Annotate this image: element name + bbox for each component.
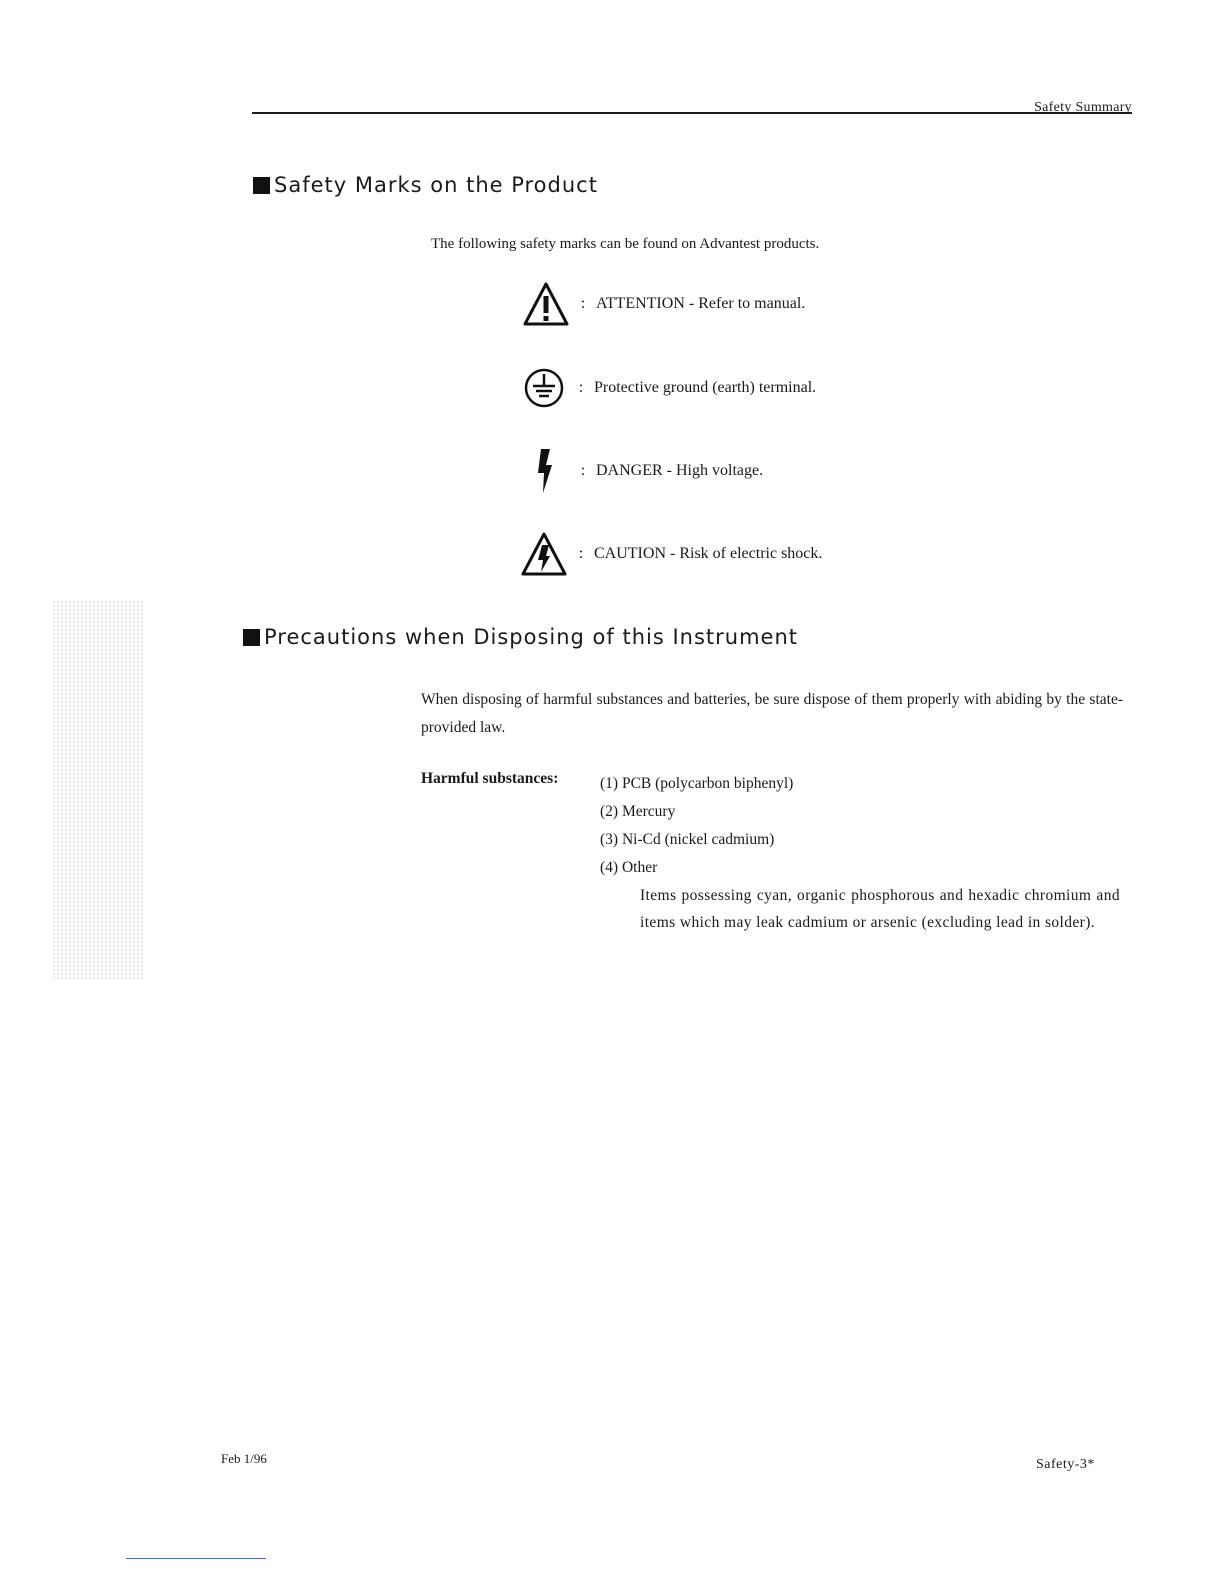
list-item: (4) Other <box>600 859 658 876</box>
footer-date: Feb 1/96 <box>221 1451 267 1466</box>
separator: : <box>580 462 586 479</box>
list-item: (3) Ni-Cd (nickel cadmium) <box>600 831 775 848</box>
running-head: Safety Summary <box>1034 100 1132 115</box>
mark-row-attention <box>522 280 805 328</box>
mark-row-ground <box>520 364 816 412</box>
disposal-paragraph: When disposing of harmful substances and batteries, be sure dispose of them properly with abiding by the state-provided law. <box>421 691 1123 736</box>
mark-text: ATTENTION - Refer to manual. <box>596 295 806 312</box>
list-item: (2) Mercury <box>600 803 676 820</box>
mark-text: DANGER - High voltage. <box>596 462 764 479</box>
bottom-divider <box>126 1558 266 1559</box>
intro-text: The following safety marks can be found on Advantest products. <box>431 236 820 252</box>
separator: : <box>578 379 584 396</box>
mark-row-danger <box>522 447 763 495</box>
harmful-substances-list <box>600 770 793 882</box>
protective-ground-icon <box>520 364 568 412</box>
section-title-disposal <box>243 625 798 649</box>
high-voltage-bolt-icon <box>522 447 570 495</box>
footer-page-number: Safety-3* <box>1036 1457 1095 1472</box>
square-bullet-icon <box>253 177 270 194</box>
separator: : <box>580 295 586 312</box>
square-bullet-icon <box>243 629 260 646</box>
mark-text: Protective ground (earth) terminal. <box>594 379 817 396</box>
mark-row-caution <box>520 530 822 578</box>
section-title-text: Safety Marks on the Product <box>274 173 598 197</box>
header-rule <box>252 112 1132 114</box>
scan-artifact <box>52 600 144 980</box>
list-item: (1) PCB (polycarbon biphenyl) <box>600 775 794 792</box>
harmful-substances-label: Harmful substances: <box>421 770 559 787</box>
section-title-text: Precautions when Disposing of this Instrument <box>264 625 799 649</box>
separator: : <box>578 545 584 562</box>
section-title-safety-marks <box>253 173 598 197</box>
attention-triangle-icon <box>522 280 570 328</box>
mark-text: CAUTION - Risk of electric shock. <box>594 545 823 562</box>
electric-shock-triangle-icon <box>520 530 568 578</box>
other-note: Items possessing cyan, organic phosphorous and hexadic chromium and items which may leak cadmium or arsenic (excluding lead in solder). <box>640 887 1120 931</box>
